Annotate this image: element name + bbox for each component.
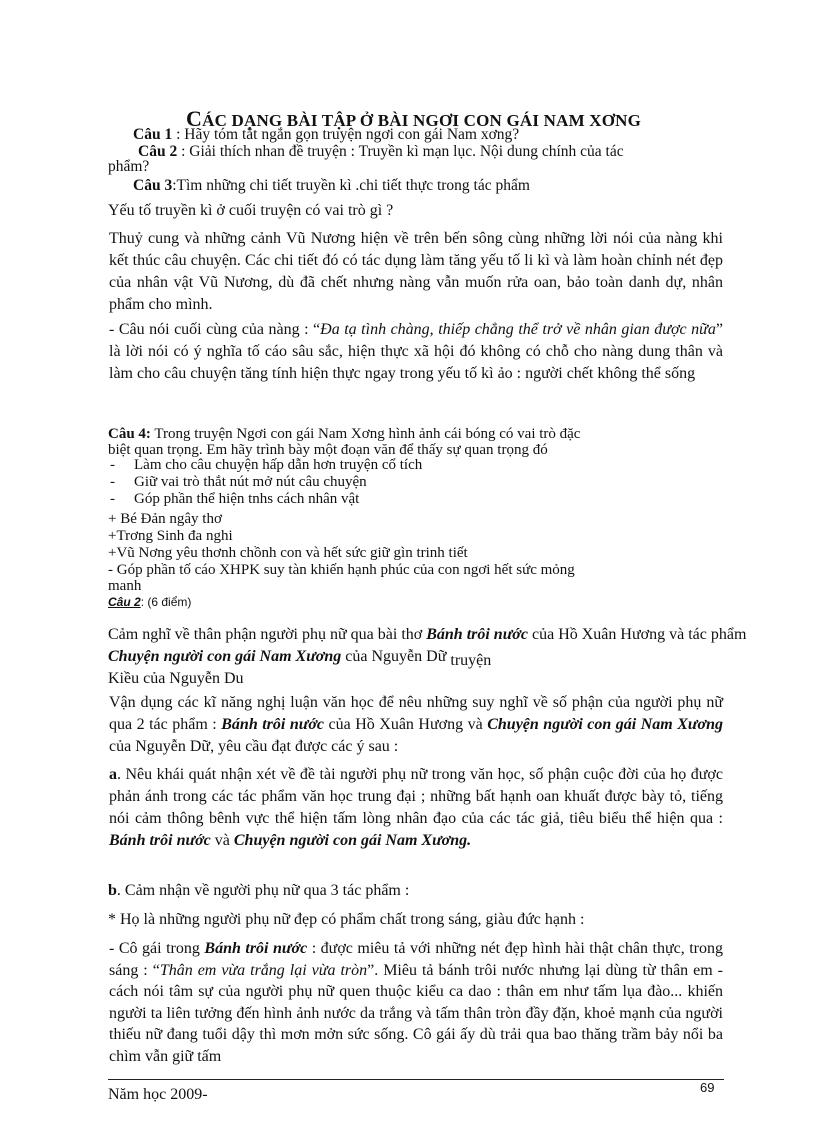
list-item: - Giữ vai trò thắt nút mở nút câu chuyện [110,474,367,490]
plus-item-1: + Bé Đản ngây thơ [108,511,222,527]
section2-paragraph-1: Vận dụng các kĩ năng nghị luận văn học để nêu những suy nghĩ về số phận của người phụ nữ qua 2 tác phẩm : Bánh trôi nước của Hồ Xuân Hương và Chuyện người con gái Nam Xương của Nguyễn Dữ, yêu cầu đạt được các ý sau : [109,694,723,755]
footer-year: Năm học 2009- [108,1086,208,1103]
section1-paragraph-1: Thuỷ cung và những cảnh Vũ Nương hiện về trên bến sông cùng những lời nói của nàng khi kết thúc câu chuyện. Các chi tiết đó có tác dụng làm tăng yếu tố li kì và làm hoàn chỉnh nét đẹp của nhân vật Vũ Nương, dù đã chết nhưng nàng vẫn muốn rửa oan, bảo toàn danh dự, nhân phẩm cho mình. [109,230,723,313]
section1-paragraph-2: - Câu nói cuối cùng của nàng : “Đa tạ tình chàng, thiếp chẳng thể trở về nhân gian được nữa” là lời nói có ý nghĩa tố cáo sâu sắc, hiện thực xã hội đó không có chỗ cho nàng dung thân và làm cho câu chuyện tăng tính hiện thực ngay trong yếu tố kì ảo : người chết không thể sống [109,321,724,382]
section2-intro-line-2: Chuyện người con gái Nam Xương của Nguyễn Dữ truyện [108,648,492,669]
section2-intro-line-1: Cảm nghĩ về thân phận người phụ nữ qua bài thơ Bánh trôi nước của Hồ Xuân Hương và tác phẩm [108,626,747,643]
question-4-line-2: biệt quan trọng. Em hãy trình bày một đoạn văn để thấy sự quan trọng đó [108,442,548,458]
list-item: - Góp phần thể hiện tnhs cách nhân vật [110,491,360,507]
question-1: Câu 1 : Hãy tóm tắt ngắn gọn truyện ngơi con gái Nam xơng? [133,126,520,143]
question-2-cont: phẩm? [108,158,150,175]
section2-paragraph-3: - Cô gái trong Bánh trôi nước : được miêu tả với những nét đẹp hình hài thật chân thực, trong sáng : “Thân em vừa trắng lại vừa tròn”. Miêu tả bánh trôi nước nhưng lại dùng từ thân em - cách nói tâm sự của người phụ nữ quen thuộc kiểu ca dao : thân em như tấm lụa đào... khiến người ta liên tưởng đến hình ảnh nước da trắng và tấm thân tròn đầy đặn, khoẻ mạnh của người thiếu nữ đang tuổi dậy thì mơn mởn sức sống. Cô gái ấy dù trải qua bao thăng trầm bảy nổi ba chìm vẫn giữ tấm [109,940,724,1065]
q4-last-line-2: manh [108,578,142,594]
cau2-heading: Câu 2: (6 điểm) [108,595,192,609]
page-number: 69 [700,1080,715,1095]
plus-item-2: +Trơng Sinh đa nghi [108,528,233,544]
q4-bullet-list [110,457,422,508]
footer-divider [108,1079,724,1080]
section2-point-b: b. Cảm nhận về người phụ nữ qua 3 tác phẩm : [108,882,410,899]
section2-point-a: a. Nêu khái quát nhận xét về đề tài người phụ nữ trong văn học, số phận cuộc đời của họ được phản ánh trong các tác phẩm văn học trung đại ; những bất hạnh oan khuất được bày tỏ, tiếng nói cảm thông bênh vực thể hiện tấm lòng nhân đạo của các tác giả, tiêu biểu thể hiện qua : Bánh trôi nước và Chuyện người con gái Nam Xương. [109,766,723,849]
q4-last-line-1: - Góp phần tố cáo XHPK suy tàn khiến hạnh phúc của con ngơi hết sức mỏng [108,562,575,578]
question-3: Câu 3:Tìm những chi tiết truyền kì .chi tiết thực trong tác phẩm [133,177,530,194]
question-2: Câu 2 : Giải thích nhan đề truyện : Truyền kì mạn lục. Nội dung chính của tác [138,143,624,160]
title-initial: C [186,106,203,131]
title-text: ÁC DẠNG BÀI TẬP Ở BÀI NGƠI CON GÁI NAM XƠNG [202,111,642,130]
section2-star-line: * Họ là những người phụ nữ đẹp có phẩm chất trong sáng, giàu đức hạnh : [108,911,585,928]
section2-intro-line-3: Kiều của Nguyễn Du [108,670,244,687]
plus-item-3: +Vũ Nơng yêu thơnh chồnh con và hết sức giữ gìn trinh tiết [108,545,468,561]
list-item: - Làm cho câu chuyện hấp dẫn hơn truyện cổ tích [110,457,423,473]
question-4-line-1: Câu 4: Trong truyện Ngơi con gái Nam Xơng hình ảnh cái bóng có vai trò đặc [108,426,581,442]
section1-question: Yếu tố truyền kì ở cuối truyện có vai trò gì ? [108,202,394,219]
